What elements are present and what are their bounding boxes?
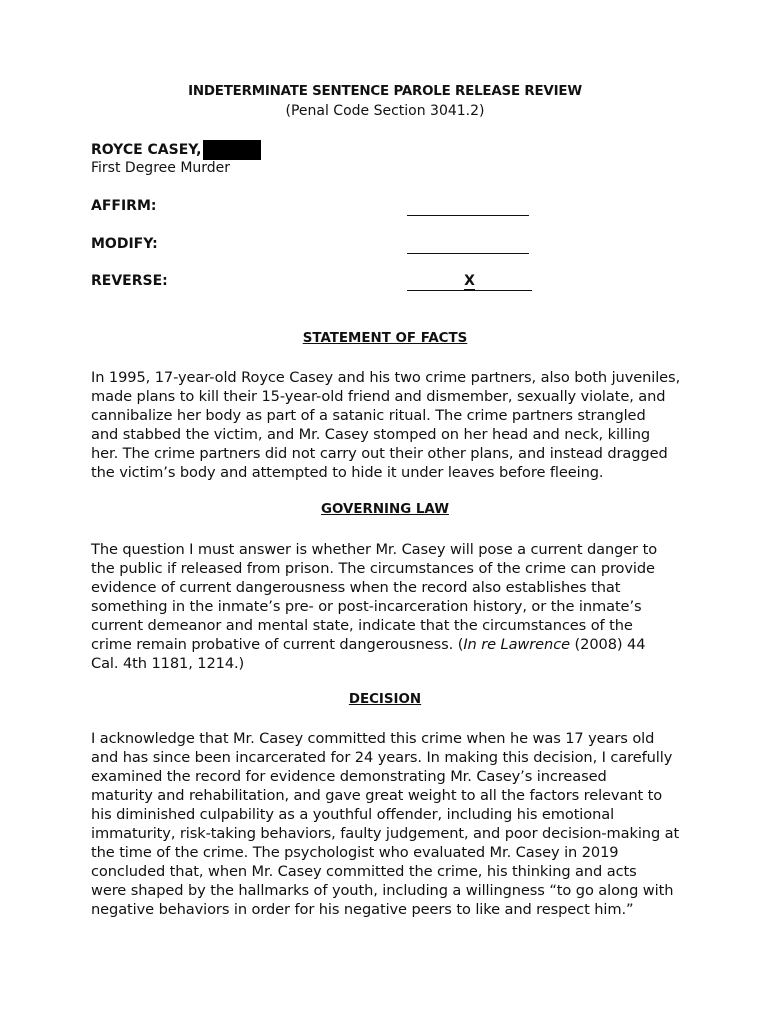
facts-line: the victim’s body and attempted to hide it under leaves before fleeing. [91,464,604,481]
facts-line: and stabbed the victim, and Mr. Casey stomped on her head and neck, killing [91,426,651,443]
facts-line: made plans to kill their 15-year-old friend and dismember, sexually violate, and [91,388,666,405]
law-line: Cal. 4th 1181, 1214.) [91,655,245,672]
reverse-blank [407,273,532,291]
decision-line: and has since been incarcerated for 24 years. In making this decision, I carefully [91,749,673,766]
decision-line: maturity and rehabilitation, and gave great weight to all the factors relevant to [91,787,663,804]
facts-line: In 1995, 17-year-old Royce Casey and his two crime partners, also both juveniles, [91,369,681,386]
document-subtitle: (Penal Code Section 3041.2) [285,103,485,119]
decision-line: negative behaviors in order for his negative peers to like and respect him.” [91,901,634,918]
affirm-label: AFFIRM: [91,198,157,214]
document-title: INDETERMINATE SENTENCE PAROLE RELEASE REVIEW [188,84,582,99]
law-paragraph [91,540,691,673]
facts-line: her. The crime partners did not carry out their other plans, and instead dragged [91,445,668,462]
offense-label: First Degree Murder [91,160,231,176]
decision-line: examined the record for evidence demonstrating Mr. Casey’s increased [91,768,607,785]
decision-paragraph [91,729,691,919]
inmate-name: ROYCE CASEY, [91,142,202,158]
decision-line: the time of the crime. The psychologist who evaluated Mr. Casey in 2019 [91,844,619,861]
law-line: current demeanor and mental state, indicate that the circumstances of the [91,617,633,634]
reverse-label: REVERSE: [91,273,168,289]
modify-blank [407,236,529,254]
law-heading: GOVERNING LAW [321,502,449,517]
decision-line: concluded that, when Mr. Casey committed the crime, his thinking and acts [91,863,637,880]
law-line: the public if released from prison. The circumstances of the crime can provide [91,560,655,577]
case-citation: In re Lawrence [463,636,570,653]
reverse-mark: X [464,273,475,289]
decision-line: immaturity, risk-taking behaviors, faulty judgement, and poor decision-making at [91,825,680,842]
facts-line: cannibalize her body as part of a satanic ritual. The crime partners strangled [91,407,646,424]
decision-heading: DECISION [348,692,422,707]
decision-line: I acknowledge that Mr. Casey committed this crime when he was 17 years old [91,730,655,747]
law-line: something in the inmate’s pre- or post-incarceration history, or the inmate’s [91,598,642,615]
facts-heading: STATEMENT OF FACTS [302,331,468,346]
law-line: The question I must answer is whether Mr. Casey will pose a current danger to [91,541,658,558]
law-line-text: (2008) 44 [570,636,646,653]
law-line: evidence of current dangerousness when the record also establishes that [91,579,621,596]
modify-label: MODIFY: [91,236,158,252]
decision-line: were shaped by the hallmarks of youth, including a willingness “to go along with [91,882,674,899]
inmate-name-line [91,140,261,160]
facts-paragraph [91,368,691,482]
law-line-text: crime remain probative of current dangerousness. ( [91,636,464,653]
affirm-blank [407,198,529,216]
decision-line: his diminished culpability as a youthful offender, including his emotional [91,806,615,823]
redaction-box [203,140,261,160]
law-line [91,635,691,654]
